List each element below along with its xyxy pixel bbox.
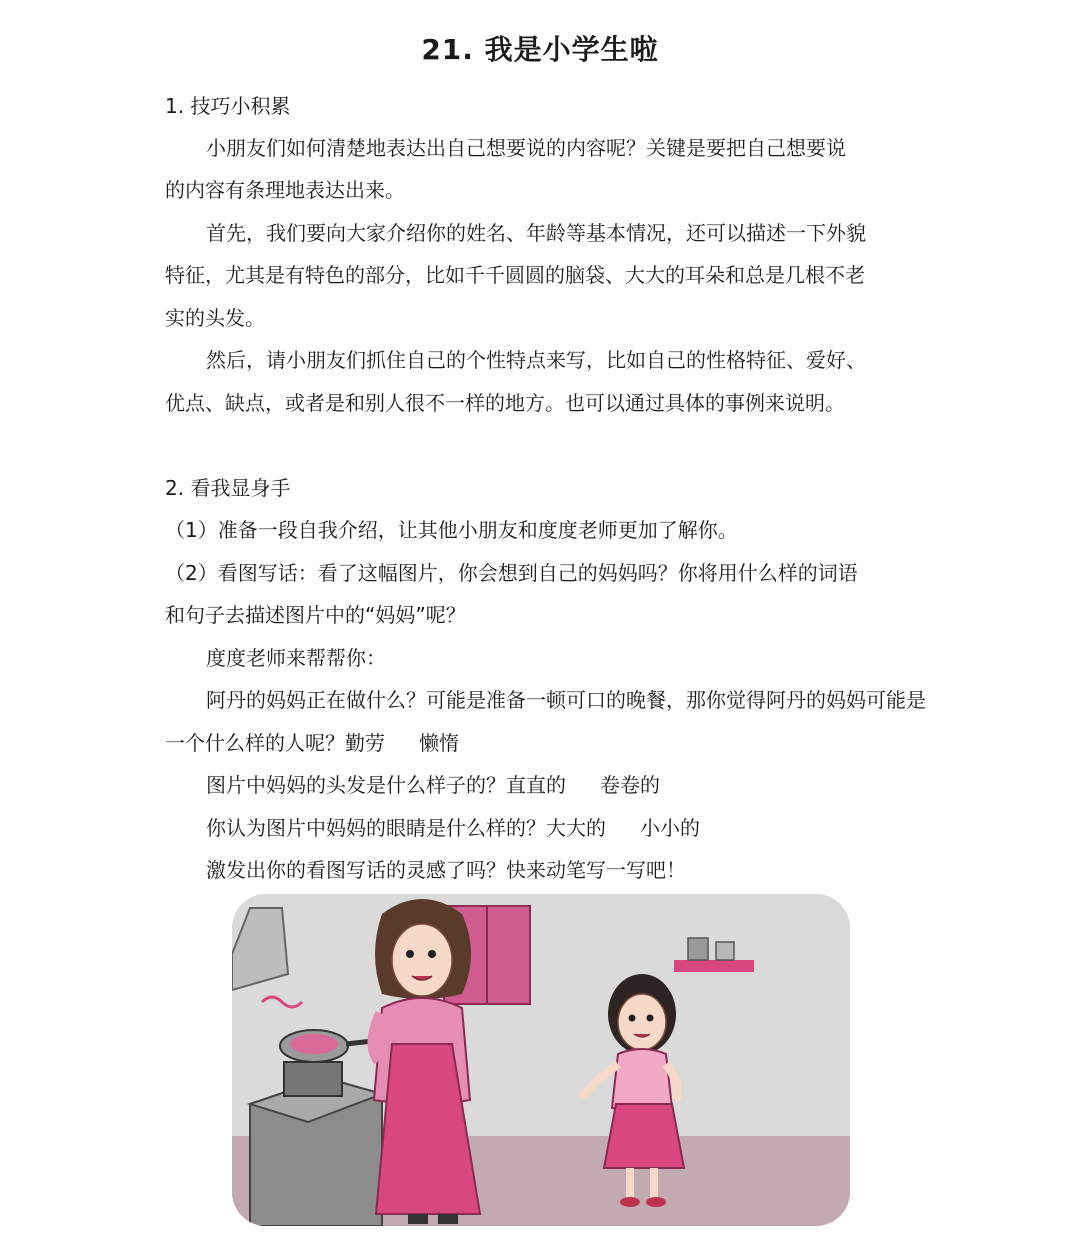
paragraph1-line2: 的内容有条理地表达出来。	[165, 178, 405, 202]
paragraph2-line3: 实的头发。	[165, 306, 265, 330]
paragraph3-line1: 然后，请小朋友们抓住自己的个性特点来写，比如自己的性格特征、爱好、	[206, 348, 866, 372]
wall-shelf	[674, 960, 754, 972]
burner	[284, 1062, 342, 1096]
jar-icon	[716, 942, 734, 960]
question3	[206, 814, 700, 842]
paragraph3-line2: 优点、缺点，或者是和别人很不一样的地方。也可以通过具体的事例来说明。	[165, 391, 845, 415]
paragraph2-line1: 首先，我们要向大家介绍你的姓名、年龄等基本情况，还可以描述一下外貌	[206, 221, 866, 245]
task-item-2-line2: 和句子去描述图片中的“妈妈”呢？	[165, 603, 466, 627]
paragraph2-line2: 特征，尤其是有特色的部分，比如千千圆圆的脑袋、大大的耳朵和总是几根不老	[165, 263, 865, 287]
question2-text: 图片中妈妈的头发是什么样子的？直直的	[206, 773, 566, 797]
task-item-1: （1）准备一段自我介绍，让其他小朋友和度度老师更加了解你。	[165, 518, 738, 542]
helper-label: 度度老师来帮帮你：	[206, 646, 386, 670]
page-title: 21. 我是小学生啦	[421, 33, 659, 66]
question2-option2: 卷卷的	[600, 773, 660, 797]
kitchen-illustration	[232, 894, 850, 1226]
question3-option2: 小小的	[640, 816, 700, 840]
section1-heading: 1. 技巧小积累	[165, 94, 291, 118]
question1-text: 一个什么样的人呢？勤劳	[165, 731, 385, 755]
section2-heading: 2. 看我显身手	[165, 476, 291, 500]
question1-line1: 阿丹的妈妈正在做什么？可能是准备一顿可口的晚餐，那你觉得阿丹的妈妈可能是	[206, 688, 926, 712]
question2	[206, 771, 660, 799]
closing-line: 激发出你的看图写话的灵感了吗？快来动笔写一写吧！	[206, 858, 686, 882]
illustration-svg	[232, 894, 850, 1226]
question1-option2: 懒惰	[419, 731, 459, 755]
mother-figure	[374, 899, 480, 1224]
question1-line2	[165, 729, 459, 757]
paragraph1-line1: 小朋友们如何清楚地表达出自己想要说的内容呢？关键是要把自己想要说	[206, 136, 846, 160]
question3-text: 你认为图片中妈妈的眼睛是什么样的？大大的	[206, 816, 606, 840]
jar-icon	[688, 938, 708, 960]
task-item-2-line1: （2）看图写话：看了这幅图片，你会想到自己的妈妈吗？你将用什么样的词语	[165, 561, 858, 585]
